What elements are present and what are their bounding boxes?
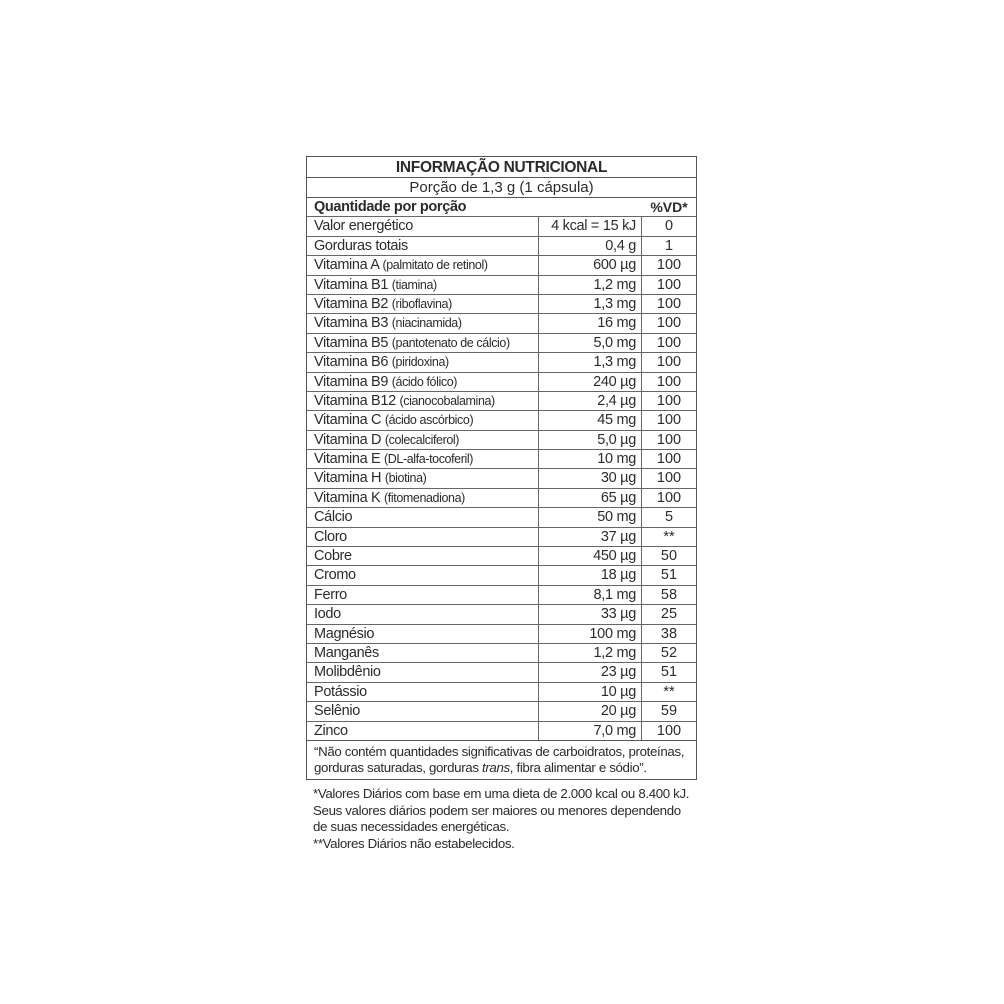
nutrient-vd: 51: [660, 567, 678, 584]
nutrient-quantity: 37 µg: [539, 528, 642, 546]
table-row: [307, 722, 696, 741]
nutrient-main-name: Iodo: [314, 606, 341, 623]
nutrient-quantity: 16 mg: [539, 314, 642, 332]
vd-header: %VD*: [650, 199, 688, 215]
nutrient-name: [307, 528, 539, 546]
nutrient-vd: 51: [660, 664, 678, 681]
nutrient-vd: 100: [656, 451, 682, 468]
nutrient-main-name: Vitamina A: [314, 257, 379, 274]
nutrient-vd: 59: [660, 703, 678, 720]
table-row: [307, 586, 696, 605]
nutrient-vd: 100: [656, 431, 682, 448]
table-row: [307, 683, 696, 702]
footnote-line-2: gorduras saturadas, gorduras trans, fibra alimentar e sódio”.: [314, 759, 647, 775]
trans-italic: trans: [481, 759, 510, 775]
table-row: [307, 644, 696, 663]
nutrient-source: (tiamina): [391, 277, 437, 292]
nutrient-quantity: 10 µg: [539, 683, 642, 701]
nutrient-name: [307, 722, 539, 740]
nutrient-vd: 100: [656, 722, 682, 739]
quantity-value-header: [539, 198, 642, 216]
daily-value-notes: [313, 786, 703, 852]
nutrient-vd: 100: [656, 334, 682, 351]
nutrient-name: [307, 431, 539, 449]
not-significant-footnote: [307, 741, 696, 779]
nutrient-quantity: 5,0 µg: [539, 431, 642, 449]
nutrient-main-name: Vitamina B1: [314, 276, 389, 293]
nutrient-quantity: 45 mg: [539, 411, 642, 429]
table-row: [307, 605, 696, 624]
nutrient-main-name: Vitamina D: [314, 431, 382, 448]
table-row: [307, 566, 696, 585]
table-row: [307, 431, 696, 450]
nutrient-quantity: 600 µg: [539, 256, 642, 274]
nutrient-vd: 5: [664, 509, 674, 526]
nutrient-main-name: Vitamina E: [314, 451, 381, 468]
nutrient-name: [307, 683, 539, 701]
nutrient-name: [307, 586, 539, 604]
nutrient-main-name: Vitamina B12: [314, 392, 396, 409]
nutrient-quantity: 23 µg: [539, 663, 642, 681]
nutrient-source: (ácido fólico): [391, 374, 458, 389]
quantity-header: Quantidade por porção: [314, 199, 467, 215]
nutrient-name: [307, 256, 539, 274]
table-row: [307, 334, 696, 353]
nutrient-main-name: Manganês: [314, 644, 379, 661]
nutrient-vd: 38: [660, 625, 678, 642]
table-row: [307, 508, 696, 527]
nutrient-main-name: Vitamina B6: [314, 354, 389, 371]
nutrient-quantity: 7,0 mg: [539, 722, 642, 740]
table-row: [307, 256, 696, 275]
nutrient-quantity: 5,0 mg: [539, 334, 642, 352]
nutrient-vd: **: [663, 528, 675, 545]
nutrient-quantity: 65 µg: [539, 489, 642, 507]
nutrient-name: [307, 450, 539, 468]
nutrient-main-name: Valor energético: [314, 218, 413, 235]
nutrient-source: (DL-alfa-tocoferil): [384, 452, 473, 467]
nutrient-quantity: 33 µg: [539, 605, 642, 623]
nutrient-main-name: Gorduras totais: [314, 237, 408, 254]
nutrient-quantity: 1,3 mg: [539, 295, 642, 313]
nutrient-vd: 25: [660, 606, 678, 623]
nutrient-main-name: Cromo: [314, 567, 356, 584]
nutrient-vd: **: [663, 683, 675, 700]
nutrition-facts-table: [306, 156, 697, 780]
nutrient-name: [307, 663, 539, 681]
table-row: [307, 276, 696, 295]
nutrient-main-name: Cobre: [314, 548, 352, 565]
nutrient-rows: [307, 217, 696, 741]
nutrient-quantity: 8,1 mg: [539, 586, 642, 604]
nutrient-vd: 58: [660, 586, 678, 603]
nutrient-name: [307, 373, 539, 391]
nutrient-main-name: Vitamina K: [314, 489, 381, 506]
nutrient-quantity: 100 mg: [539, 625, 642, 643]
nutrient-name: [307, 508, 539, 526]
table-title: INFORMAÇÃO NUTRICIONAL: [307, 157, 696, 178]
note-line: **Valores Diários não estabelecidos.: [313, 835, 515, 851]
note-line: *Valores Diários com base em uma dieta de 2.000 kcal ou 8.400 kJ.: [313, 786, 690, 801]
nutrient-vd: 100: [656, 257, 682, 274]
nutrient-vd: 100: [656, 295, 682, 312]
nutrient-vd: 100: [656, 392, 682, 409]
nutrient-vd: 100: [656, 489, 682, 506]
nutrient-name: [307, 566, 539, 584]
nutrient-main-name: Vitamina B2: [314, 295, 389, 312]
footnote-line-1: “Não contém quantidades significativas de carboidratos, proteínas,: [314, 743, 685, 759]
nutrient-name: [307, 547, 539, 565]
nutrient-vd: 52: [660, 644, 678, 661]
table-row: [307, 469, 696, 488]
nutrient-quantity: 1,2 mg: [539, 644, 642, 662]
nutrient-main-name: Vitamina B9: [314, 373, 389, 390]
nutrient-vd: 100: [656, 354, 682, 371]
table-row: [307, 237, 696, 256]
nutrient-quantity: 1,2 mg: [539, 276, 642, 294]
nutrient-main-name: Cálcio: [314, 509, 353, 526]
nutrient-main-name: Molibdênio: [314, 664, 381, 681]
table-row: [307, 373, 696, 392]
table-row: [307, 489, 696, 508]
nutrient-name: [307, 295, 539, 313]
table-row: [307, 411, 696, 430]
nutrient-source: (niacinamida): [391, 316, 462, 331]
nutrient-vd: 100: [656, 315, 682, 332]
nutrient-quantity: 30 µg: [539, 469, 642, 487]
nutrient-main-name: Vitamina C: [314, 412, 382, 429]
nutrient-source: (colecalciferol): [384, 432, 460, 447]
nutrient-quantity: 20 µg: [539, 702, 642, 720]
nutrient-main-name: Potássio: [314, 683, 367, 700]
nutrient-name: [307, 334, 539, 352]
nutrient-vd: 100: [656, 470, 682, 487]
table-row: [307, 217, 696, 236]
table-header-row: [307, 198, 696, 217]
nutrient-source: (cianocobalamina): [399, 393, 495, 408]
nutrient-vd: 0: [664, 218, 674, 235]
nutrient-quantity: 10 mg: [539, 450, 642, 468]
nutrient-main-name: Zinco: [314, 722, 348, 739]
nutrient-name: [307, 276, 539, 294]
nutrient-vd: 50: [660, 548, 678, 565]
nutrient-name: [307, 644, 539, 662]
nutrient-name: [307, 314, 539, 332]
table-row: [307, 392, 696, 411]
nutrient-vd: 1: [664, 237, 674, 254]
nutrient-main-name: Vitamina B5: [314, 334, 389, 351]
table-row: [307, 547, 696, 566]
nutrient-name: [307, 217, 539, 235]
nutrient-name: [307, 392, 539, 410]
nutrient-quantity: 450 µg: [539, 547, 642, 565]
nutrient-source: (biotina): [384, 471, 427, 486]
table-row: [307, 663, 696, 682]
nutrient-quantity: 0,4 g: [539, 237, 642, 255]
table-row: [307, 450, 696, 469]
nutrient-main-name: Ferro: [314, 586, 347, 603]
table-row: [307, 625, 696, 644]
table-row: [307, 528, 696, 547]
nutrient-main-name: Vitamina B3: [314, 315, 389, 332]
nutrient-vd: 100: [656, 412, 682, 429]
nutrient-quantity: 4 kcal = 15 kJ: [539, 217, 642, 235]
nutrient-name: [307, 625, 539, 643]
nutrient-main-name: Vitamina H: [314, 470, 382, 487]
nutrient-source: (palmitato de retinol): [382, 258, 488, 273]
nutrient-name: [307, 702, 539, 720]
nutrient-source: (ácido ascórbico): [384, 413, 474, 428]
note-line: de suas necessidades energéticas.: [313, 819, 510, 834]
nutrient-main-name: Selênio: [314, 703, 360, 720]
table-row: [307, 314, 696, 333]
nutrient-quantity: 240 µg: [539, 373, 642, 391]
nutrient-vd: 100: [656, 276, 682, 293]
table-row: [307, 295, 696, 314]
nutrient-quantity: 18 µg: [539, 566, 642, 584]
table-row: [307, 353, 696, 372]
nutrient-quantity: 2,4 µg: [539, 392, 642, 410]
note-line: Seus valores diários podem ser maiores ou menores dependendo: [313, 802, 681, 818]
nutrient-main-name: Magnésio: [314, 625, 375, 642]
nutrient-source: (pantotenato de cálcio): [391, 335, 510, 350]
nutrient-name: [307, 469, 539, 487]
nutrient-quantity: 1,3 mg: [539, 353, 642, 371]
nutrient-name: [307, 411, 539, 429]
nutrient-source: (fitomenadiona): [384, 490, 465, 505]
nutrient-name: [307, 353, 539, 371]
nutrient-source: (riboflavina): [391, 296, 452, 311]
portion-size: Porção de 1,3 g (1 cápsula): [307, 178, 696, 198]
nutrient-quantity: 50 mg: [539, 508, 642, 526]
nutrient-vd: 100: [656, 373, 682, 390]
nutrient-name: [307, 605, 539, 623]
nutrient-source: (piridoxina): [391, 355, 449, 370]
table-row: [307, 702, 696, 721]
nutrient-name: [307, 237, 539, 255]
nutrient-main-name: Cloro: [314, 528, 347, 545]
nutrient-name: [307, 489, 539, 507]
